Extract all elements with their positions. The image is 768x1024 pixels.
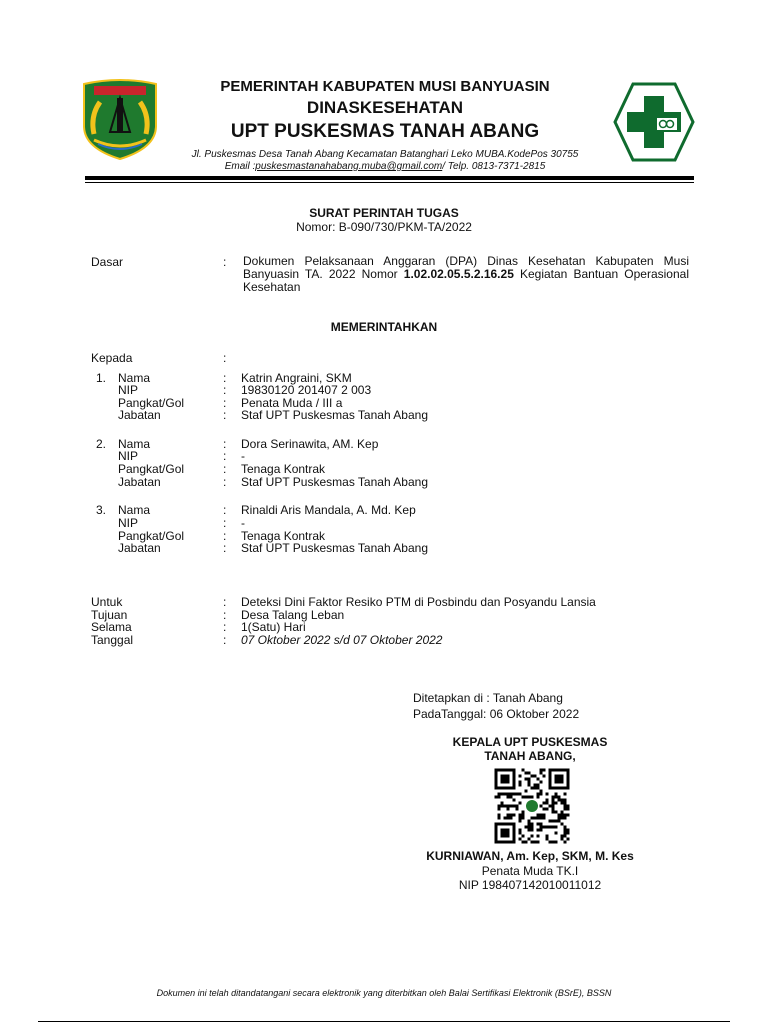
memerintahkan-heading: MEMERINTAHKAN [330,320,438,334]
footer-e-signature-note: Dokumen ini telah ditandatangani secara elektronik yang diterbitkan oleh Balai Sertifikasi Elektronik (BSrE), BSSN [156,988,612,998]
colon: : [223,408,227,422]
tujuan-value: Desa Talang Leban [241,608,345,622]
signer-position-line1: KEPALA UPT PUSKESMAS [452,735,608,749]
header-address: Jl. Puskesmas Desa Tanah Abang Kecamatan Batanghari Leko MUBA.KodePos 30755 [191,149,579,160]
tujuan-label: Tujuan [91,608,128,622]
kepada-label: Kepada [91,351,133,365]
signer-rank: Penata Muda TK.I [481,864,579,878]
colon: : [223,383,227,397]
header-contact [150,161,620,173]
phone-text: / Telp. 0813-7371-2815 [442,161,546,172]
colon: : [223,529,227,543]
musi-banyuasin-crest-icon [80,78,160,160]
email-link[interactable]: puskesmastanahabang.muba@gmail.com [255,161,443,172]
person-nip: 19830120 201407 2 003 [241,383,372,397]
selama-value: 1(Satu) Hari [241,620,306,634]
signer-nip: NIP 198407142010011012 [458,878,602,892]
pada-tanggal: PadaTanggal: 06 Oktober 2022 [413,707,580,721]
dasar-text [243,255,689,294]
person-name: Rinaldi Aris Mandala, A. Md. Kep [241,503,416,517]
tanggal-value: 07 Oktober 2022 s/d 07 Oktober 2022 [241,633,443,647]
letter-number: Nomor: B-090/730/PKM-TA/2022 [296,220,472,234]
dasar-text-part2: Kegiatan Bantuan Operasional Kesehatan [243,267,689,294]
nip-label: NIP [118,383,139,397]
footer-rule [38,1021,730,1022]
nip-label: NIP [118,516,139,530]
colon: : [223,633,227,647]
colon: : [223,608,227,622]
colon: : [223,595,227,609]
colon: : [223,371,227,385]
person-number: 1. [96,371,107,385]
pangkat-label: Pangkat/Gol [118,462,185,476]
person-nip: - [241,449,245,463]
signer-name: KURNIAWAN, Am. Kep, SKM, M. Kes [426,849,634,863]
colon: : [223,620,227,634]
header-government: PEMERINTAH KABUPATEN MUSI BANYUASIN [220,78,550,95]
dasar-label: Dasar [91,255,124,269]
header-agency: DINASKESEHATAN [306,98,464,117]
person-rank: Tenaga Kontrak [241,462,326,476]
signer-position-line2: TANAH ABANG, [484,749,576,763]
ditetapkan-di: Ditetapkan di : Tanah Abang [413,691,563,705]
jabatan-label: Jabatan [118,475,161,489]
email-prefix: Email : [224,161,256,172]
colon: : [223,462,227,476]
person-position: Staf UPT Puskesmas Tanah Abang [241,408,429,422]
colon: : [223,475,227,489]
kepada-colon: : [223,351,227,365]
header-rule-thick [85,176,694,180]
header-rule-thin [85,182,694,183]
colon: : [223,516,227,530]
untuk-value: Deteksi Dini Faktor Resiko PTM di Posbindu dan Posyandu Lansia [241,595,596,609]
person-number: 2. [96,437,107,451]
puskesmas-cross-icon [613,82,695,162]
header-unit: UPT PUSKESMAS TANAH ABANG [230,121,540,142]
letter-title: SURAT PERINTAH TUGAS [309,206,459,220]
dasar-colon: : [223,255,227,269]
person-name: Dora Serinawita, AM. Kep [241,437,379,451]
pangkat-label: Pangkat/Gol [118,529,185,543]
jabatan-label: Jabatan [118,408,161,422]
nama-label: Nama [118,437,151,451]
dasar-text-bold: 1.02.02.05.5.2.16.25 [403,267,514,281]
untuk-label: Untuk [91,595,123,609]
person-rank: Tenaga Kontrak [241,529,326,543]
nama-label: Nama [118,503,151,517]
tanggal-label: Tanggal [91,633,134,647]
colon: : [223,449,227,463]
person-nip: - [241,516,245,530]
person-number: 3. [96,503,107,517]
person-rank: Penata Muda / III a [241,396,343,410]
person-name: Katrin Angraini, SKM [241,371,352,385]
colon: : [223,503,227,517]
person-position: Staf UPT Puskesmas Tanah Abang [241,475,429,489]
person-position: Staf UPT Puskesmas Tanah Abang [241,541,429,555]
nip-label: NIP [118,449,139,463]
nama-label: Nama [118,371,151,385]
colon: : [223,541,227,555]
dasar-text-part1: Dokumen Pelaksanaan Anggaran (DPA) Dinas Kesehatan Kabupaten Musi Banyuasin TA. 2022 Nomor [243,254,689,281]
colon: : [223,437,227,451]
header-address-block [150,149,620,173]
qr-code-signature-icon [489,768,575,844]
pangkat-label: Pangkat/Gol [118,396,185,410]
colon: : [223,396,227,410]
selama-label: Selama [91,620,132,634]
jabatan-label: Jabatan [118,541,161,555]
